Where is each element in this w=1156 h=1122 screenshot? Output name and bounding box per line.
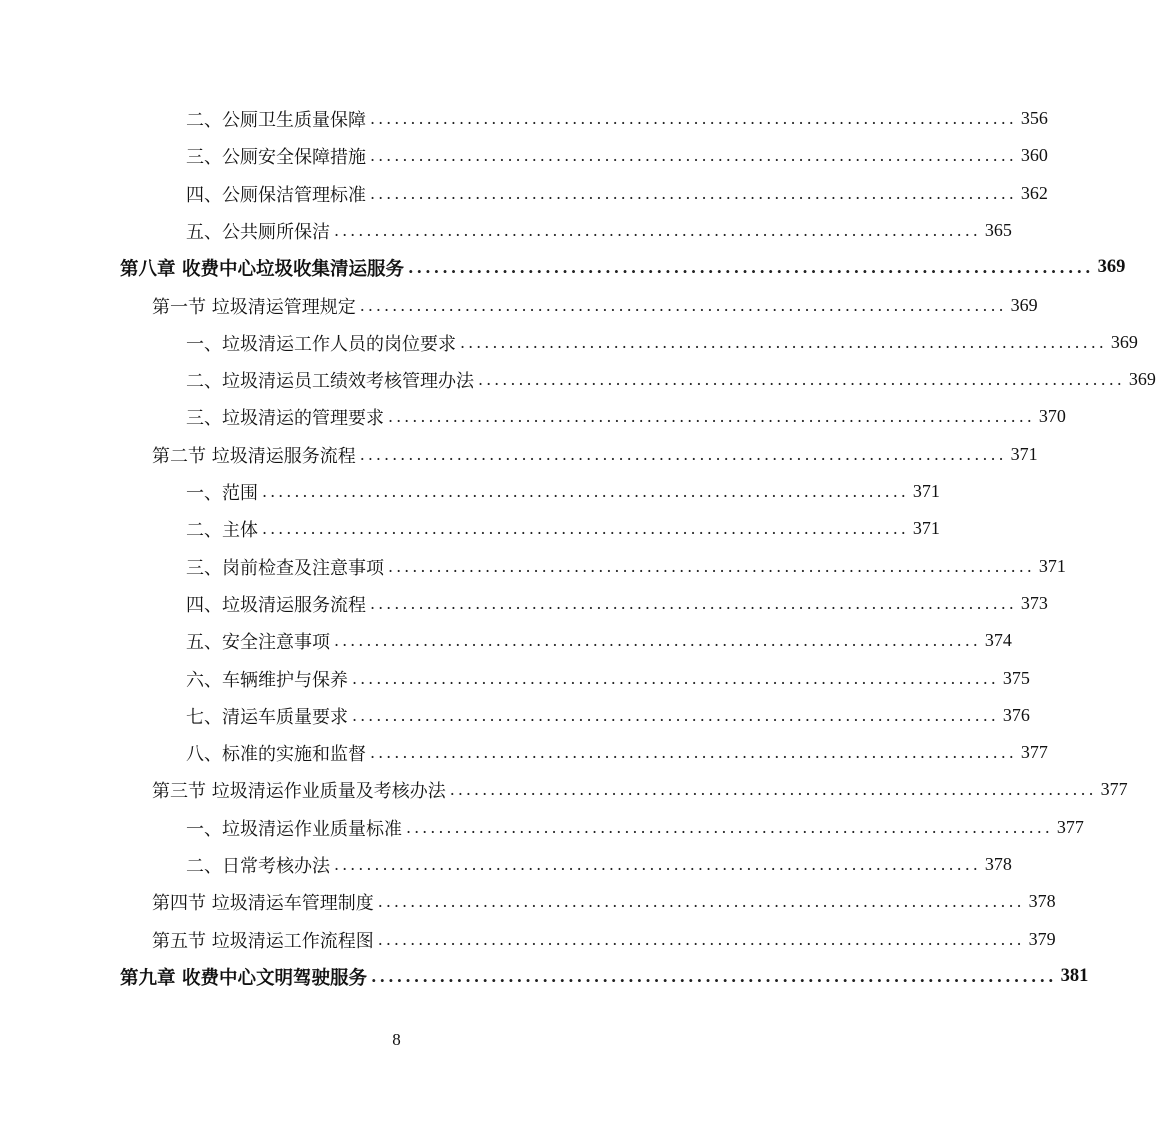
toc-subsection-entry[interactable] bbox=[186, 324, 1138, 361]
toc-entry-title: 三、垃圾清运的管理要求 bbox=[186, 407, 384, 429]
toc-entry-title: 二、日常考核办法 bbox=[186, 855, 330, 877]
toc-leader-dots: ................................................................................ bbox=[406, 818, 1053, 837]
toc-entry-title: 四、公厕保洁管理标准 bbox=[186, 184, 366, 206]
toc-entry-page: 371 bbox=[1010, 444, 1038, 464]
toc-entry-title: 一、范围 bbox=[186, 482, 258, 504]
toc-section-entry[interactable] bbox=[152, 771, 1128, 808]
toc-entry-page: 376 bbox=[1002, 705, 1030, 725]
toc-entry-title: 第二节 垃圾清运服务流程 bbox=[152, 445, 356, 467]
toc-leader-dots: ................................................................................ bbox=[370, 146, 1017, 165]
toc-subsection-entry[interactable] bbox=[186, 622, 1012, 659]
toc-entry-title: 第四节 垃圾清运车管理制度 bbox=[152, 892, 374, 914]
toc-entry-title: 七、清运车质量要求 bbox=[186, 706, 348, 728]
toc-leader-dots: ................................................................................ bbox=[460, 333, 1107, 352]
toc-subsection-entry[interactable] bbox=[186, 697, 1030, 734]
toc-leader-dots: ................................................................................ bbox=[377, 892, 1025, 911]
toc-entry-page: 371 bbox=[1038, 556, 1066, 576]
toc-leader-dots: ................................................................................ bbox=[359, 296, 1007, 315]
toc-entry-title: 第八章 收费中心垃圾收集清运服务 bbox=[120, 258, 404, 280]
toc-entry-title: 第三节 垃圾清运作业质量及考核办法 bbox=[152, 780, 446, 802]
toc-leader-dots: ................................................................................ bbox=[262, 519, 909, 538]
toc-leader-dots: ................................................................................ bbox=[377, 930, 1025, 949]
toc-chapter-entry[interactable] bbox=[120, 958, 1089, 995]
toc-entry-title: 第九章 收费中心文明驾驶服务 bbox=[120, 967, 367, 989]
toc-entry-title: 第五节 垃圾清运工作流程图 bbox=[152, 930, 374, 952]
toc-entry-page: 369 bbox=[1110, 332, 1138, 352]
toc-entry-page: 356 bbox=[1020, 108, 1048, 128]
toc-entry-page: 371 bbox=[912, 481, 940, 501]
toc-entry-page: 362 bbox=[1020, 183, 1048, 203]
toc-leader-dots: ................................................................................ bbox=[370, 743, 1017, 762]
toc-leader-dots: ................................................................................ bbox=[478, 370, 1125, 389]
toc-entry-title: 二、垃圾清运员工绩效考核管理办法 bbox=[186, 370, 474, 392]
toc-leader-dots: ................................................................................ bbox=[370, 109, 1017, 128]
toc-entry-page: 371 bbox=[912, 518, 940, 538]
toc-leader-dots: ................................................................................ bbox=[407, 258, 1094, 277]
toc-subsection-entry[interactable] bbox=[186, 660, 1030, 697]
toc-leader-dots: ................................................................................ bbox=[334, 221, 981, 240]
toc-entry-title: 二、公厕卫生质量保障 bbox=[186, 109, 366, 131]
toc-subsection-entry[interactable] bbox=[186, 846, 1012, 883]
toc-subsection-entry[interactable] bbox=[186, 809, 1084, 846]
toc-entry-page: 377 bbox=[1020, 742, 1048, 762]
toc-subsection-entry[interactable] bbox=[186, 361, 1156, 398]
toc-entry-title: 五、安全注意事项 bbox=[186, 631, 330, 653]
toc-entry-title: 三、岗前检查及注意事项 bbox=[186, 557, 384, 579]
toc-section-entry[interactable] bbox=[152, 287, 1038, 324]
toc-entry-page: 369 bbox=[1128, 369, 1156, 389]
toc-entry-page: 369 bbox=[1097, 257, 1126, 277]
toc-entry-page: 377 bbox=[1100, 779, 1128, 799]
toc-entry-page: 378 bbox=[1028, 891, 1056, 911]
toc-subsection-entry[interactable] bbox=[186, 175, 1048, 212]
toc-entry-title: 四、垃圾清运服务流程 bbox=[186, 594, 366, 616]
toc-entry-page: 373 bbox=[1020, 593, 1048, 613]
toc-entry-title: 六、车辆维护与保养 bbox=[186, 669, 348, 691]
toc-entry-page: 365 bbox=[984, 220, 1012, 240]
toc-subsection-entry[interactable] bbox=[186, 398, 1066, 435]
toc-entry-title: 一、垃圾清运作业质量标准 bbox=[186, 818, 402, 840]
toc-leader-dots: ................................................................................ bbox=[449, 780, 1097, 799]
toc-leader-dots: ................................................................................ bbox=[352, 669, 999, 688]
toc-section-entry[interactable] bbox=[152, 921, 1056, 958]
toc-subsection-entry[interactable] bbox=[186, 510, 940, 547]
toc-chapter-entry[interactable] bbox=[120, 249, 1126, 286]
toc-leader-dots: ................................................................................ bbox=[370, 184, 1017, 203]
toc-entry-page: 360 bbox=[1020, 145, 1048, 165]
toc-entry-page: 374 bbox=[984, 630, 1012, 650]
toc-entry-title: 一、垃圾清运工作人员的岗位要求 bbox=[186, 333, 456, 355]
toc-section-entry[interactable] bbox=[152, 436, 1038, 473]
toc-entry-title: 五、公共厕所保洁 bbox=[186, 221, 330, 243]
toc-leader-dots: ................................................................................ bbox=[388, 557, 1035, 576]
toc-subsection-entry[interactable] bbox=[186, 734, 1048, 771]
toc-leader-dots: ................................................................................ bbox=[359, 445, 1007, 464]
toc-entry-title: 三、公厕安全保障措施 bbox=[186, 146, 366, 168]
toc-subsection-entry[interactable] bbox=[186, 473, 940, 510]
toc-entry-title: 二、主体 bbox=[186, 519, 258, 541]
toc-leader-dots: ................................................................................ bbox=[262, 482, 909, 501]
toc-subsection-entry[interactable] bbox=[186, 100, 1048, 137]
toc-section-entry[interactable] bbox=[152, 883, 1056, 920]
toc-entry-page: 379 bbox=[1028, 929, 1056, 949]
toc-leader-dots: ................................................................................ bbox=[334, 855, 981, 874]
page-number: 8 bbox=[392, 1030, 401, 1049]
toc-leader-dots: ................................................................................ bbox=[370, 967, 1057, 986]
toc-entry-page: 378 bbox=[984, 854, 1012, 874]
toc-entry-title: 第一节 垃圾清运管理规定 bbox=[152, 296, 356, 318]
toc-entry-page: 377 bbox=[1056, 817, 1084, 837]
toc-entry-page: 370 bbox=[1038, 406, 1066, 426]
toc-subsection-entry[interactable] bbox=[186, 212, 1012, 249]
toc-subsection-entry[interactable] bbox=[186, 585, 1048, 622]
toc-leader-dots: ................................................................................ bbox=[334, 631, 981, 650]
toc-subsection-entry[interactable] bbox=[186, 137, 1048, 174]
toc-entry-title: 八、标准的实施和监督 bbox=[186, 743, 366, 765]
toc-leader-dots: ................................................................................ bbox=[388, 407, 1035, 426]
toc-subsection-entry[interactable] bbox=[186, 548, 1066, 585]
toc-entry-page: 375 bbox=[1002, 668, 1030, 688]
toc-leader-dots: ................................................................................ bbox=[370, 594, 1017, 613]
toc-entry-page: 369 bbox=[1010, 295, 1038, 315]
toc-entry-page: 381 bbox=[1060, 966, 1089, 986]
toc-leader-dots: ................................................................................ bbox=[352, 706, 999, 725]
